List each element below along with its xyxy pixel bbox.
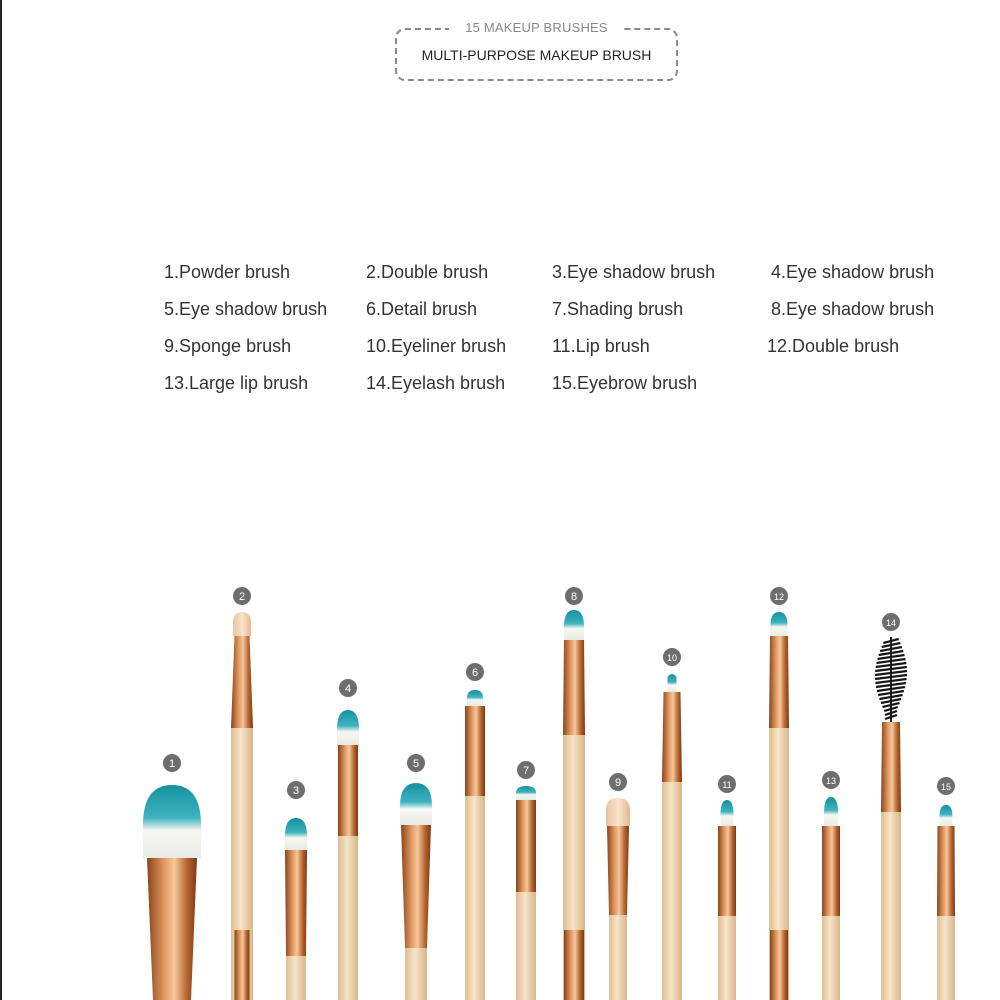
brush-ferrule <box>563 640 585 735</box>
brush-badge-11 <box>718 775 736 793</box>
brush-name-10: 10.Eyeliner brush <box>366 336 507 356</box>
brush-bristles <box>467 690 483 706</box>
badge-number: 3 <box>292 785 300 797</box>
brush-badge-15 <box>937 777 955 795</box>
brush-name-6: 6.Detail brush <box>366 299 478 319</box>
brush-ferrule <box>881 722 901 812</box>
brush-name-12: 12.Double brush <box>767 336 900 356</box>
brush-bristles <box>233 612 251 636</box>
brush-ferrule <box>465 706 485 796</box>
brush-bristles <box>564 610 584 640</box>
brush-handle <box>338 834 358 1000</box>
brush-badge-3 <box>287 781 305 799</box>
brush-handle <box>718 914 736 1000</box>
brush-bristles <box>285 818 307 850</box>
brush-handle <box>937 914 955 1000</box>
brush-ferrule <box>231 636 253 728</box>
badge-number: 7 <box>522 765 530 777</box>
brush-badge-1 <box>163 754 181 772</box>
brush-handle <box>662 780 682 1000</box>
brush-5 <box>400 783 432 1000</box>
brush-ferrule <box>401 825 431 948</box>
brush-badge-14 <box>882 613 900 631</box>
brush-11 <box>718 800 736 1000</box>
badge-number: 10 <box>666 653 678 663</box>
sponge-tip <box>606 798 630 826</box>
brush-bristles <box>721 800 734 826</box>
brush-ferrule <box>937 826 955 916</box>
brush-bristles <box>824 797 838 826</box>
brush-ferrule <box>285 850 307 956</box>
brush-bristles <box>337 710 359 745</box>
badge-number: 2 <box>238 591 246 603</box>
brush-handle <box>465 794 485 1000</box>
brush-name-14: 14.Eyelash brush <box>366 373 506 393</box>
badge-number: 12 <box>773 592 785 602</box>
brush-8 <box>563 610 585 1000</box>
brush-badge-10 <box>663 648 681 666</box>
brush-2 <box>231 612 253 1000</box>
brush-6 <box>465 690 485 1000</box>
brush-name-3: 3.Eye shadow brush <box>552 262 716 282</box>
badge-number: 8 <box>570 591 578 603</box>
badge-number: 5 <box>412 758 420 770</box>
brush-handle <box>822 914 840 1000</box>
brush-7 <box>516 786 536 1000</box>
brush-ferrule <box>822 826 840 916</box>
badge-number: 1 <box>168 758 176 770</box>
brush-name-5: 5.Eye shadow brush <box>164 299 328 319</box>
brush-name-13: 13.Large lip brush <box>164 373 309 393</box>
brush-bristles <box>516 786 536 800</box>
brush-handle <box>516 890 536 1000</box>
brush-ferrule <box>147 858 197 1000</box>
brush-bristles <box>143 785 201 858</box>
brush-9 <box>606 798 630 1000</box>
brush-name-4: 4.Eye shadow brush <box>771 262 935 282</box>
badge-number: 6 <box>471 667 479 679</box>
badge-number: 15 <box>940 782 952 792</box>
brush-name-2: 2.Double brush <box>366 262 489 282</box>
brush-name-1: 1.Powder brush <box>164 262 291 282</box>
badge-number: 13 <box>825 776 837 786</box>
brush-3 <box>285 818 307 1000</box>
badge-number: 11 <box>722 780 732 790</box>
brush-badge-13 <box>822 771 840 789</box>
brush-handle <box>609 913 627 1000</box>
brush-ferrule <box>516 800 536 892</box>
brush-bristles <box>771 612 788 636</box>
brush-name-11: 11.Lip brush <box>552 336 650 356</box>
badge-number: 9 <box>614 777 622 789</box>
brush-name-8: 8.Eye shadow brush <box>771 299 935 319</box>
brush-bristles <box>940 805 953 826</box>
brush-name-15: 15.Eyebrow brush <box>552 373 698 393</box>
brush-12 <box>769 612 789 1000</box>
brush-name-9: 9.Sponge brush <box>164 336 292 356</box>
brush-15 <box>937 805 955 1000</box>
brush-badge-5 <box>407 754 425 772</box>
brush-ferrule <box>769 636 789 728</box>
brush-lower-ferrule <box>770 930 788 1000</box>
brush-badge-9 <box>609 773 627 791</box>
brush-4 <box>337 710 359 1000</box>
brush-badge-6 <box>466 663 484 681</box>
brush-handle <box>286 954 306 1000</box>
brush-lower-ferrule <box>564 930 584 1000</box>
brush-ferrule <box>662 692 682 782</box>
brush-1 <box>143 785 201 1000</box>
badge-number: 14 <box>885 618 897 628</box>
brush-14 <box>875 637 907 1000</box>
brush-badge-12 <box>770 587 788 605</box>
brush-lower-ferrule <box>235 930 250 1000</box>
brush-13 <box>822 797 840 1000</box>
brush-name-7: 7.Shading brush <box>552 299 684 319</box>
badge-number: 4 <box>344 683 352 695</box>
brush-badge-8 <box>565 587 583 605</box>
brush-bristles <box>668 674 677 692</box>
brush-badge-7 <box>517 761 535 779</box>
brush-badge-2 <box>233 587 251 605</box>
brush-handle <box>405 946 427 1000</box>
header-title: MULTI-PURPOSE MAKEUP BRUSH <box>421 47 652 63</box>
brush-ferrule <box>718 826 736 916</box>
brush-ferrule <box>607 826 629 915</box>
brush-bristles <box>400 783 432 825</box>
brush-badge-4 <box>339 679 357 697</box>
brush-handle <box>881 810 901 1000</box>
brush-10 <box>662 674 682 1000</box>
header-subtitle: 15 MAKEUP BRUSHES <box>449 20 624 35</box>
brush-ferrule <box>338 745 358 836</box>
